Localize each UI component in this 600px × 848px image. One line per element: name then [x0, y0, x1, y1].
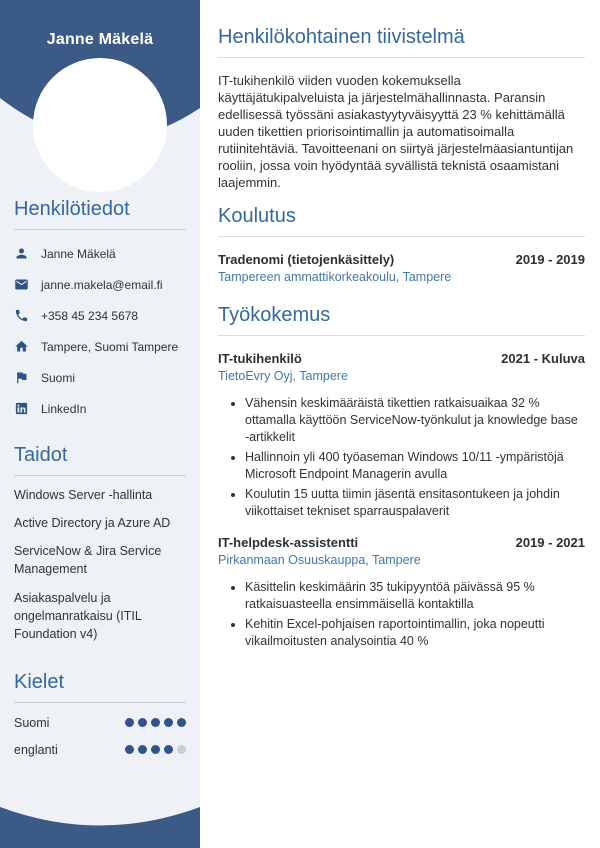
date-range: 2021 - Kuluva [501, 351, 585, 366]
experience-entry [218, 535, 585, 650]
language-name: englanti [14, 742, 58, 757]
person-icon [14, 246, 29, 261]
achievement-bullet: • Koulutin 15 uutta tiimin jäsentä ensitasontukeen ja johdin viikottaiset tekniset sparrauspalaverit [245, 486, 585, 520]
sidebar-content [0, 198, 200, 757]
flag-icon [14, 370, 29, 385]
personal-info-heading: Henkilötiedot [14, 198, 130, 220]
language-row [14, 743, 186, 757]
section-divider [14, 702, 186, 703]
education-entry [218, 252, 585, 284]
section-divider [14, 229, 186, 230]
contact-row[interactable] [14, 401, 186, 416]
company-link[interactable]: Pirkanmaan Osuuskauppa, Tampere [218, 553, 421, 567]
section-divider [14, 475, 186, 476]
achievement-bullet: • Vähensin keskimääräistä tikettien ratkaisuaikaa 32 % ottamalla käyttöön ServiceNow-työnkulut ja knowledge base -artikkelit [245, 395, 585, 446]
contact-text: +358 45 234 5678 [41, 308, 139, 323]
contact-list [14, 246, 186, 416]
level-dot-filled [125, 745, 134, 754]
level-dot-filled [151, 745, 160, 754]
languages-section [14, 671, 186, 757]
achievement-list [218, 579, 585, 650]
level-dot-filled [138, 718, 147, 727]
section-divider [218, 57, 585, 58]
main-column [218, 0, 585, 653]
language-level-dots [125, 718, 186, 727]
skill-item: Active Directory ja Azure AD [14, 516, 171, 531]
job-title: IT-tukihenkilö [218, 351, 302, 366]
language-level-dots [125, 745, 186, 754]
contact-text: LinkedIn [41, 401, 87, 416]
achievement-bullet: • Hallinnoin yli 400 työaseman Windows 10/11 -ympäristöjä Microsoft Endpoint Managerin avulla [245, 449, 585, 483]
level-dot-filled [138, 745, 147, 754]
language-row [14, 716, 186, 730]
experience-entry [218, 351, 585, 520]
profile-photo-placeholder [33, 58, 167, 192]
contact-row [14, 339, 186, 354]
contact-text: Janne Mäkelä [41, 246, 116, 261]
level-dot-filled [164, 745, 173, 754]
level-dot-empty [177, 745, 186, 754]
skill-item: ServiceNow & Jira Service Management [14, 544, 162, 577]
date-range: 2019 - 2021 [515, 535, 585, 550]
skills-section [14, 444, 186, 643]
contact-row [14, 370, 186, 385]
education-entries [218, 252, 585, 284]
achievement-bullet: • Käsittelin keskimäärin 35 tukipyyntöä päivässä 95 % ratkaisuasteella ensimmäisellä kontaktilla [245, 579, 585, 613]
school-link[interactable]: Tampereen ammattikorkeakoulu, Tampere [218, 270, 452, 284]
experience-entries [218, 351, 585, 650]
achievement-list [218, 395, 585, 520]
skills-heading: Taidot [14, 444, 68, 466]
contact-row [14, 246, 186, 261]
section-divider [218, 236, 585, 237]
candidate-name: Janne Mäkelä [46, 31, 154, 48]
contact-text: Tampere, Suomi Tampere [41, 339, 179, 354]
language-list [14, 716, 186, 757]
languages-heading: Kielet [14, 670, 65, 693]
achievement-bullet: • Kehitin Excel-pohjaisen raportointimallin, joka nopeutti vikailmoitusten analysointia 40 % [245, 616, 585, 650]
experience-section [218, 304, 585, 650]
level-dot-filled [151, 718, 160, 727]
level-dot-filled [125, 718, 134, 727]
level-dot-filled [164, 718, 173, 727]
phone-icon [14, 308, 29, 323]
skill-list [14, 486, 186, 643]
contact-row[interactable] [14, 308, 186, 323]
envelope-icon [14, 277, 29, 292]
personal-info-section [14, 198, 186, 416]
language-name: Suomi [14, 715, 50, 730]
level-dot-filled [177, 718, 186, 727]
education-heading: Koulutus [218, 205, 296, 227]
skill-item: Asiakaspalvelu ja ongelmanratkaisu (ITIL Foundation v4) [14, 590, 142, 641]
education-section [218, 205, 585, 284]
home-icon [14, 339, 29, 354]
date-range: 2019 - 2019 [515, 252, 585, 267]
contact-text: janne.makela@email.fi [41, 277, 163, 292]
job-title: IT-helpdesk-assistentti [218, 535, 359, 550]
experience-heading: Työkokemus [218, 304, 331, 326]
company-link[interactable]: TietoEvry Oyj, Tampere [218, 369, 348, 383]
linkedin-icon [14, 401, 29, 416]
degree-title: Tradenomi (tietojenkäsittely) [218, 252, 395, 267]
footer-curve-shape [0, 803, 200, 848]
section-divider [218, 335, 585, 336]
summary-text: IT-tukihenkilö viiden vuoden kokemuksella käyttäjätukipalveluista ja järjestelmähallinnasta. Paransin edellisessä työssäni asiakastyytyväisyyttä 23 % kehittämällä uuden tikettien priorisointimallin ja automatisoimalla rutiinitehtäviä. Tavoitteenani on siirtyä järjestelmäasiantuntijan rooliin, jossa voin hyödyntää syvällistä teknistä osaamistani laajemmin. [218, 73, 574, 190]
sidebar [0, 0, 200, 848]
summary-heading: Henkilökohtainen tiivistelmä [218, 26, 465, 48]
skill-item: Windows Server -hallinta [14, 488, 153, 502]
contact-row[interactable] [14, 277, 186, 292]
summary-section [218, 26, 585, 191]
contact-text: Suomi [41, 370, 76, 385]
